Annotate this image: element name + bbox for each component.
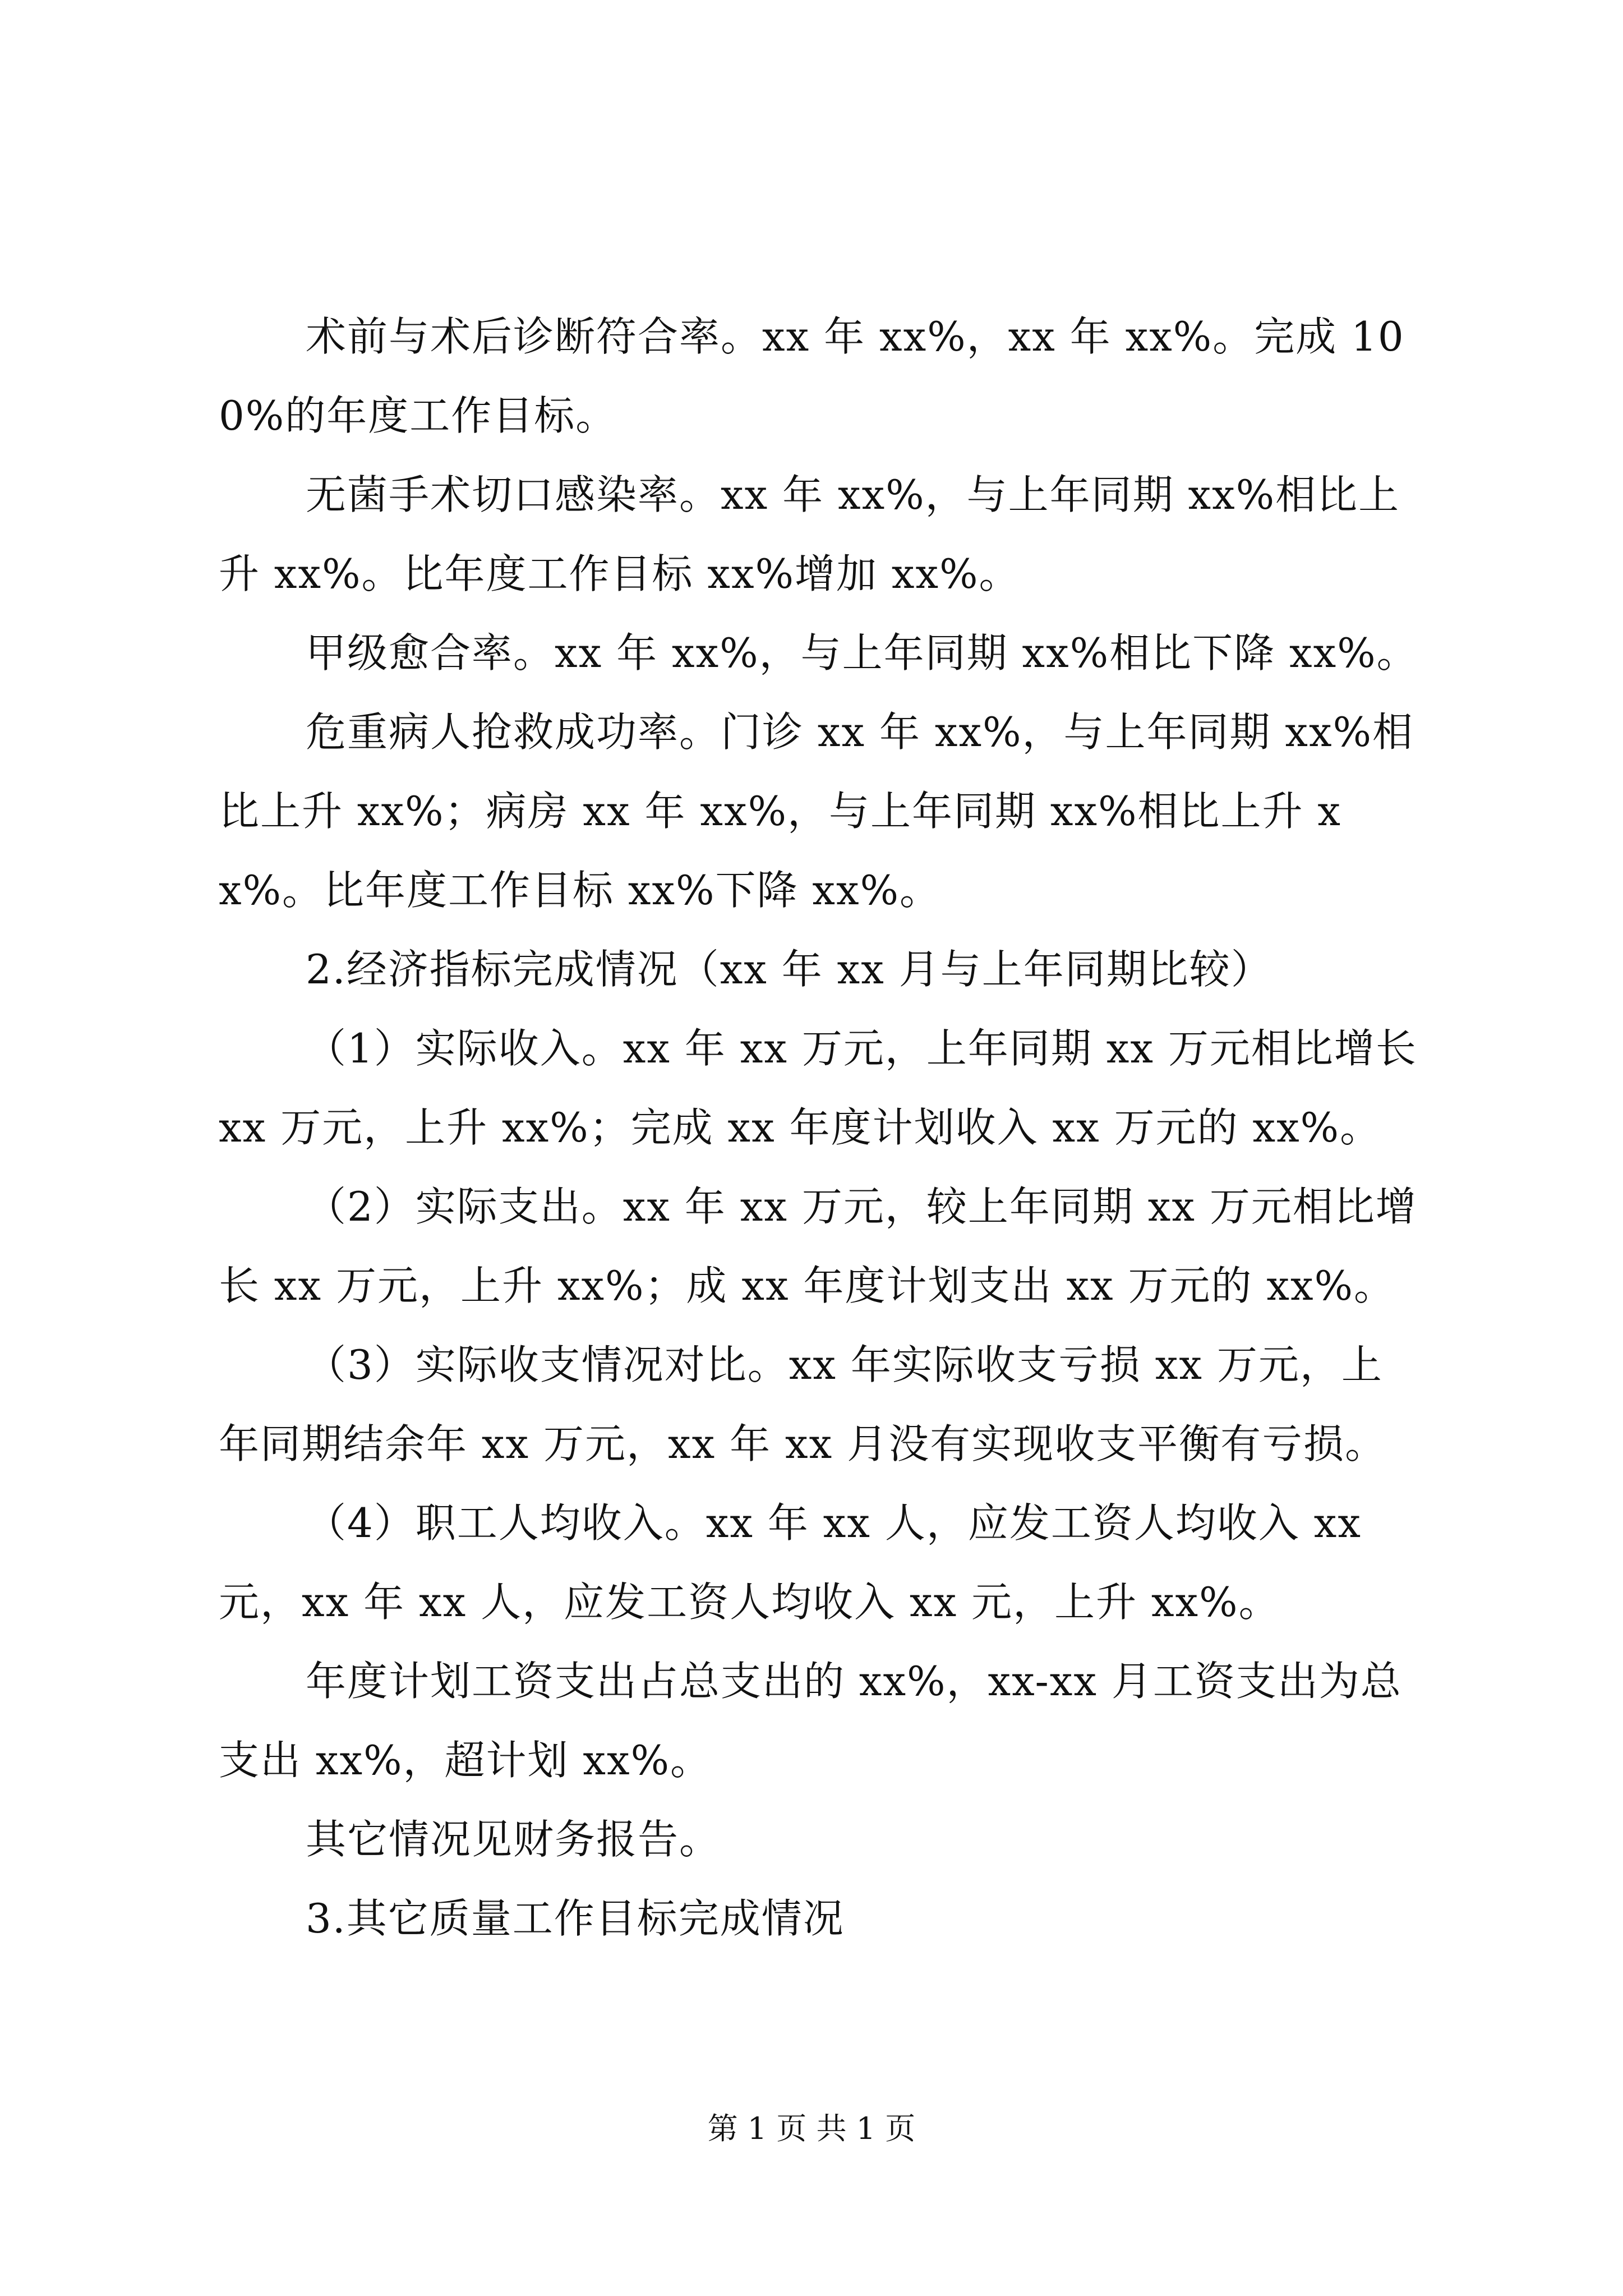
paragraph: 甲级愈合率。xx 年 xx%，与上年同期 xx%相比下降 xx%。 xyxy=(306,629,1418,677)
paragraph: 无菌手术切口感染率。xx 年 xx%，与上年同期 xx%相比上升 xx%。比年度工作目标 xx%增加 xx%。 xyxy=(219,471,1400,597)
paragraph: 年度计划工资支出占总支出的 xx%，xx-xx 月工资支出为总支出 xx%，超计划 xx%。 xyxy=(219,1658,1402,1784)
paragraph: （1）实际收入。xx 年 xx 万元，上年同期 xx 万元相比增长 xx 万元，上升 xx%；完成 xx 年度计划收入 xx 万元的 xx%。 xyxy=(219,1025,1417,1151)
section-heading: 2.经济指标完成情况（xx 年 xx 月与上年同期比较） xyxy=(306,946,1272,993)
paragraph: （2）实际支出。xx 年 xx 万元，较上年同期 xx 万元相比增长 xx 万元，上升 xx%；成 xx 年度计划支出 xx 万元的 xx%。 xyxy=(219,1183,1417,1309)
paragraph: 术前与术后诊断符合率。xx 年 xx%，xx 年 xx%。完成 100%的年度工作目标。 xyxy=(219,313,1405,439)
paragraph: 危重病人抢救成功率。门诊 xx 年 xx%，与上年同期 xx%相比上升 xx%；病房 xx 年 xx%，与上年同期 xx%相比上升 xx%。比年度工作目标 xx%下降 xx%。 xyxy=(219,708,1414,914)
paragraph: （3）实际收支情况对比。xx 年实际收支亏损 xx 万元，上年同期结余年 xx 万元，xx 年 xx 月没有实现收支平衡有亏损。 xyxy=(219,1341,1387,1467)
section-heading: 3.其它质量工作目标完成情况 xyxy=(306,1895,845,1942)
page-footer: 第 1 页 共 1 页 xyxy=(707,2111,916,2146)
paragraph: 其它情况见财务报告。 xyxy=(306,1816,721,1863)
document-body xyxy=(219,297,1419,1958)
paragraph: （4）职工人均收入。xx 年 xx 人，应发工资人均收入 xx 元，xx 年 xx 人，应发工资人均收入 xx 元，上升 xx%。 xyxy=(219,1499,1362,1626)
